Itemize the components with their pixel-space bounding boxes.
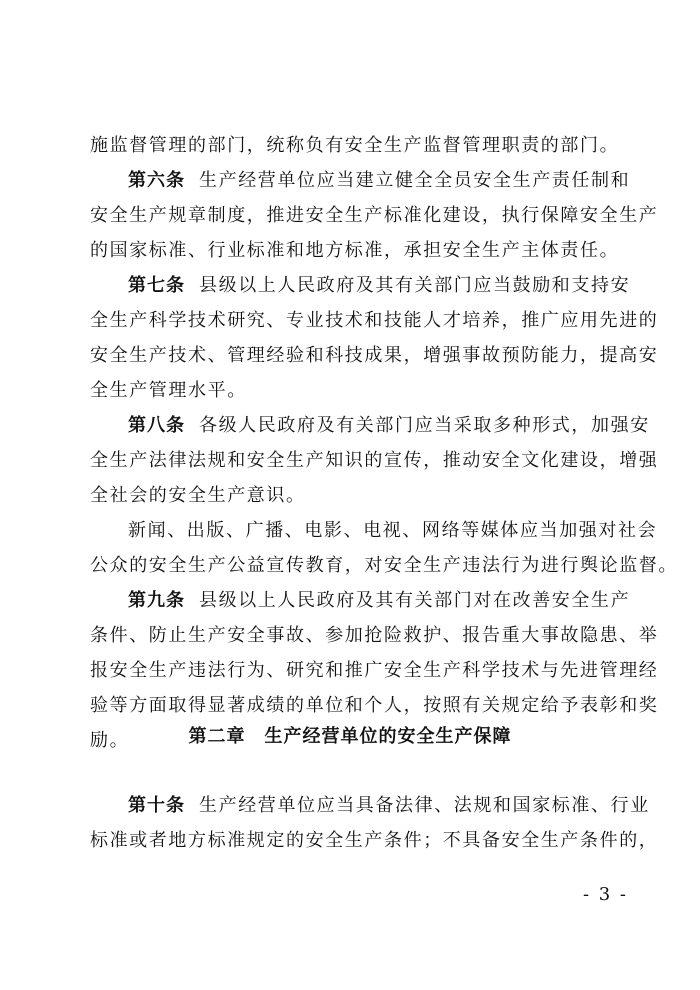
- article-9-line-5: 励。: [90, 730, 130, 751]
- article-7-text-1: 县级以上人民政府及其有关部门应当鼓励和支持安: [199, 275, 631, 296]
- article-6-line-2: 安全生产规章制度，推进安全生产标准化建设，执行保障安全生产: [90, 205, 659, 226]
- intro-line: 施监督管理的部门，统称负有安全生产监督管理职责的部门。: [90, 135, 620, 156]
- article-9-line-2: 条件、防止生产安全事故、参加抢险救护、报告重大事故隐患、举: [90, 625, 659, 646]
- article-10-number: 第十条: [128, 795, 185, 816]
- article-10-text-1: 生产经营单位应当具备法律、法规和国家标准、行业: [199, 795, 650, 816]
- media-paragraph-line-2: 公众的安全生产公益宣传教育，对安全生产违法行为进行舆论监督。: [90, 555, 678, 576]
- article-6-line-3: 的国家标准、行业标准和地方标准，承担安全生产主体责任。: [90, 240, 620, 261]
- article-8-number: 第八条: [128, 415, 185, 436]
- article-10-line-2: 标准或者地方标准规定的安全生产条件；不具备安全生产条件的，: [90, 830, 659, 851]
- article-8-line-2: 全生产法律法规和安全生产知识的宣传，推动安全文化建设，增强: [90, 450, 659, 471]
- article-7-line-3: 安全生产技术、管理经验和科技成果，增强事故预防能力，提高安: [90, 345, 659, 366]
- article-9-text-1: 县级以上人民政府及其有关部门对在改善安全生产: [199, 590, 631, 611]
- body-text-lower: [90, 788, 659, 858]
- article-9-number: 第九条: [128, 590, 185, 611]
- article-6-line-1: [90, 163, 630, 198]
- article-6-number: 第六条: [128, 170, 185, 191]
- article-7-line-1: [90, 268, 630, 303]
- article-8-text-1: 各级人民政府及有关部门应当采取多种形式，加强安: [199, 415, 650, 436]
- page-number: - 3 -: [582, 884, 628, 905]
- article-8-line-1: [90, 408, 650, 443]
- article-8-line-3: 全社会的安全生产意识。: [90, 485, 306, 506]
- media-paragraph-line-1: 新闻、出版、广播、电影、电视、网络等媒体应当加强对社会: [128, 520, 658, 541]
- article-10-line-1: [90, 788, 650, 823]
- article-7-number: 第七条: [128, 275, 185, 296]
- article-9-line-1: [90, 583, 630, 618]
- article-6-text-1: 生产经营单位应当建立健全全员安全生产责任制和: [199, 170, 631, 191]
- article-7-line-2: 全生产科学技术研究、专业技术和技能人才培养，推广应用先进的: [90, 310, 659, 331]
- article-7-line-4: 全生产管理水平。: [90, 380, 247, 401]
- article-9-line-3: 报安全生产违法行为、研究和推广安全生产科学技术与先进管理经: [90, 660, 659, 681]
- chapter-heading: 第二章 生产经营单位的安全生产保障: [188, 726, 512, 747]
- article-9-line-4: 验等方面取得显著成绩的单位和个人，按照有关规定给予表彰和奖: [90, 695, 659, 716]
- body-text-upper: [90, 128, 678, 758]
